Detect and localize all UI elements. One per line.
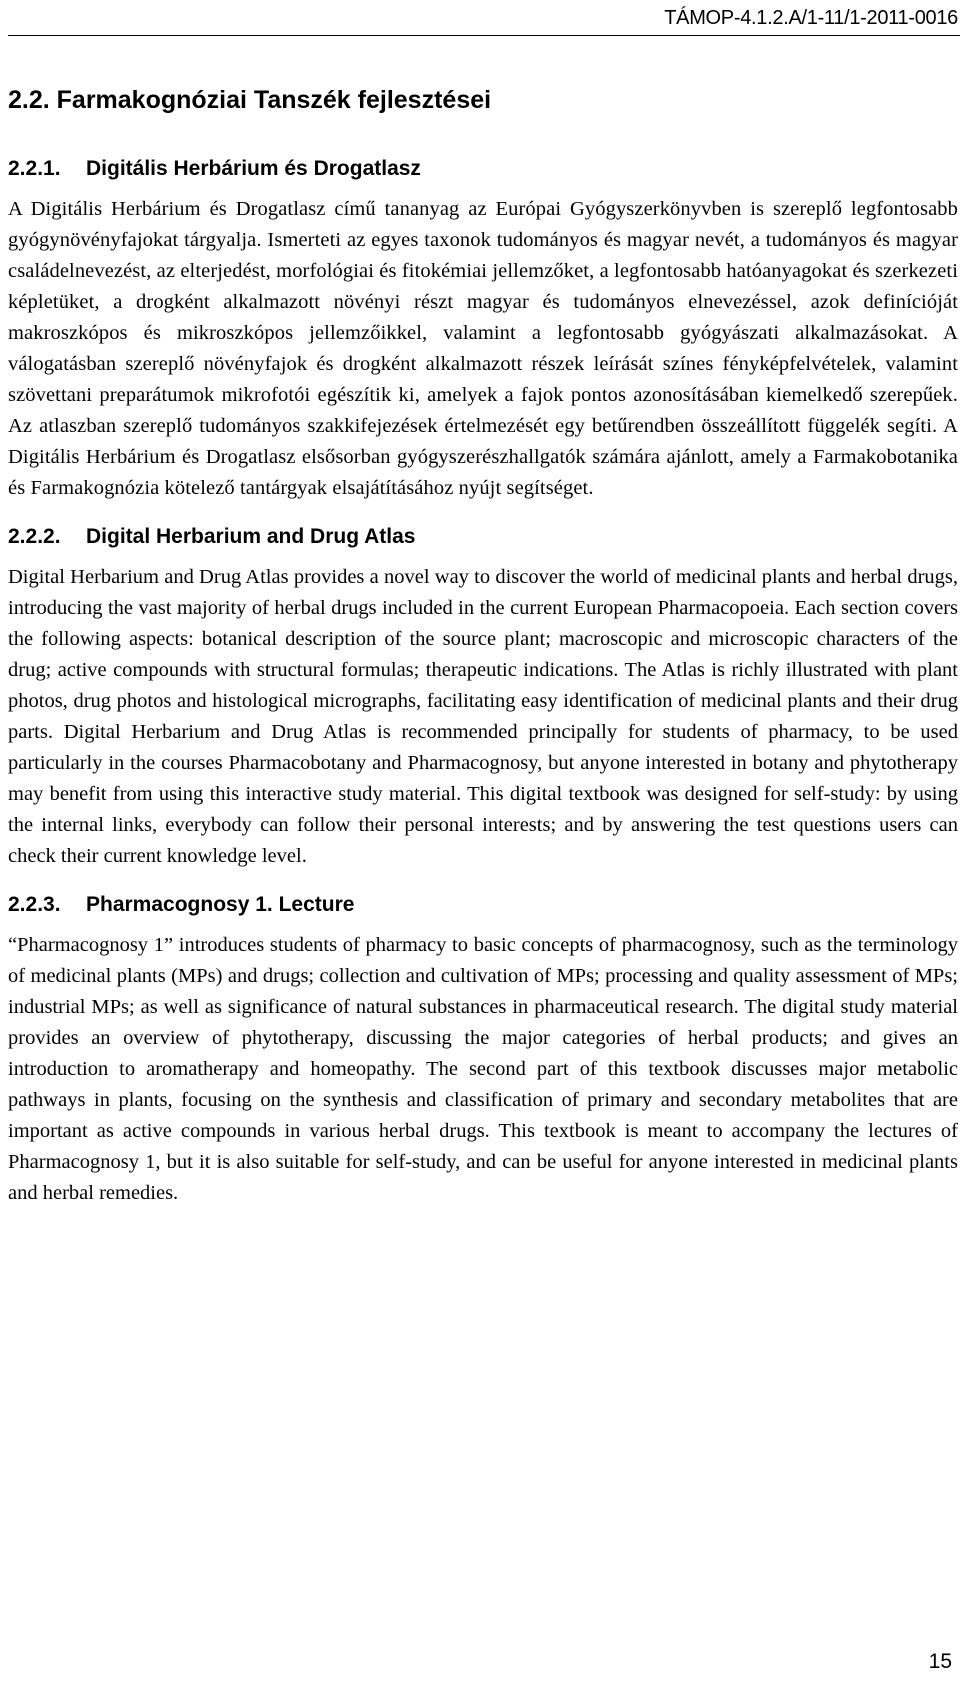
subsection-paragraph: Digital Herbarium and Drug Atlas provides a novel way to discover the world of medicinal plants and herbal drugs, introducing the vast majority of herbal drugs included in the current European Pharmacopoeia. Each section covers the following aspects: botanical description of the source plant; macroscopic and microscopic characters of the drug; active compounds with structural formulas; therapeutic indications. The Atlas is richly illustrated with plant photos, drug photos and histological micrographs, facilitating easy identification of medicinal plants and their drug parts. Digital Herbarium and Drug Atlas is recommended principally for students of pharmacy, to be used particularly in the courses Pharmacobotany and Pharmacognosy, but anyone interested in botany and phytotherapy may benefit from using this interactive study material. This digital textbook was designed for self-study: by using the internal links, everybody can follow their personal interests; and by answering the test questions users can check their current knowledge level. bbox=[8, 566, 958, 867]
subsection-title: Pharmacognosy 1. Lecture bbox=[86, 893, 355, 916]
section-title: 2.2. Farmakognóziai Tanszék fejlesztései bbox=[8, 86, 492, 114]
subsection-number: 2.2.3. bbox=[8, 893, 61, 916]
subsection-heading-2-2-1 bbox=[8, 154, 958, 184]
subsection-number: 2.2.1. bbox=[8, 157, 61, 180]
subsection-title: Digital Herbarium and Drug Atlas bbox=[86, 525, 416, 548]
header-divider bbox=[8, 35, 960, 36]
subsection-heading-2-2-2 bbox=[8, 522, 958, 552]
project-code-header: TÁMOP-4.1.2.A/1-11/1-2011-0016 bbox=[664, 7, 958, 29]
subsection-paragraph: “Pharmacognosy 1” introduces students of pharmacy to basic concepts of pharmacognosy, such as the terminology of medicinal plants (MPs) and drugs; collection and cultivation of MPs; processing and quality assessment of MPs; industrial MPs; as well as significance of natural substances in pharmaceutical research. The digital study material provides an overview of phytotherapy, discussing the major categories of herbal products; and gives an introduction to aromatherapy and homeopathy. The second part of this textbook discusses major metabolic pathways in plants, focusing on the synthesis and classification of primary and secondary metabolites that are important as active compounds in various herbal drugs. This textbook is meant to accompany the lectures of Pharmacognosy 1, but it is also suitable for self-study, and can be useful for anyone interested in medicinal plants and herbal remedies. bbox=[8, 934, 958, 1204]
subsection-number: 2.2.2. bbox=[8, 525, 61, 548]
subsection-title: Digitális Herbárium és Drogatlasz bbox=[86, 157, 421, 180]
subsection-paragraph: A Digitális Herbárium és Drogatlasz című tananyag az Európai Gyógyszerkönyvben is szereplő legfontosabb gyógynövényfajokat tárgyalja. Ismerteti az egyes taxonok tudományos és magyar nevét, a tudományos és magyar családelnevezést, az elterjedést, morfológiai és fitokémiai jellemzőket, a legfontosabb hatóanyagokat és szerkezeti képletüket, a drogként alkalmazott növényi részt magyar és tudományos elnevezéssel, azok definícióját makroszkópos és mikroszkópos jellemzőikkel, valamint a legfontosabb gyógyászati alkalmazásokat. A válogatásban szereplő növényfajok és drogként alkalmazott részek leírását színes fényképfelvételek, valamint szövettani preparátumok mikrofotói egészítik ki, amelyek a fajok pontos azonosításában kiemelkedő szerepűek. Az atlaszban szereplő tudományos szakkifejezések értelmezését egy betűrendben összeállított függelék segíti. A Digitális Herbárium és Drogatlasz elsősorban gyógyszerészhallgatók számára ajánlott, amely a Farmakobotanika és Farmakognózia kötelező tantárgyak elsajátításához nyújt segítséget. bbox=[8, 198, 958, 499]
document-body bbox=[8, 80, 958, 1227]
page-number: 15 bbox=[928, 1650, 952, 1673]
subsection-heading-2-2-3 bbox=[8, 890, 958, 920]
